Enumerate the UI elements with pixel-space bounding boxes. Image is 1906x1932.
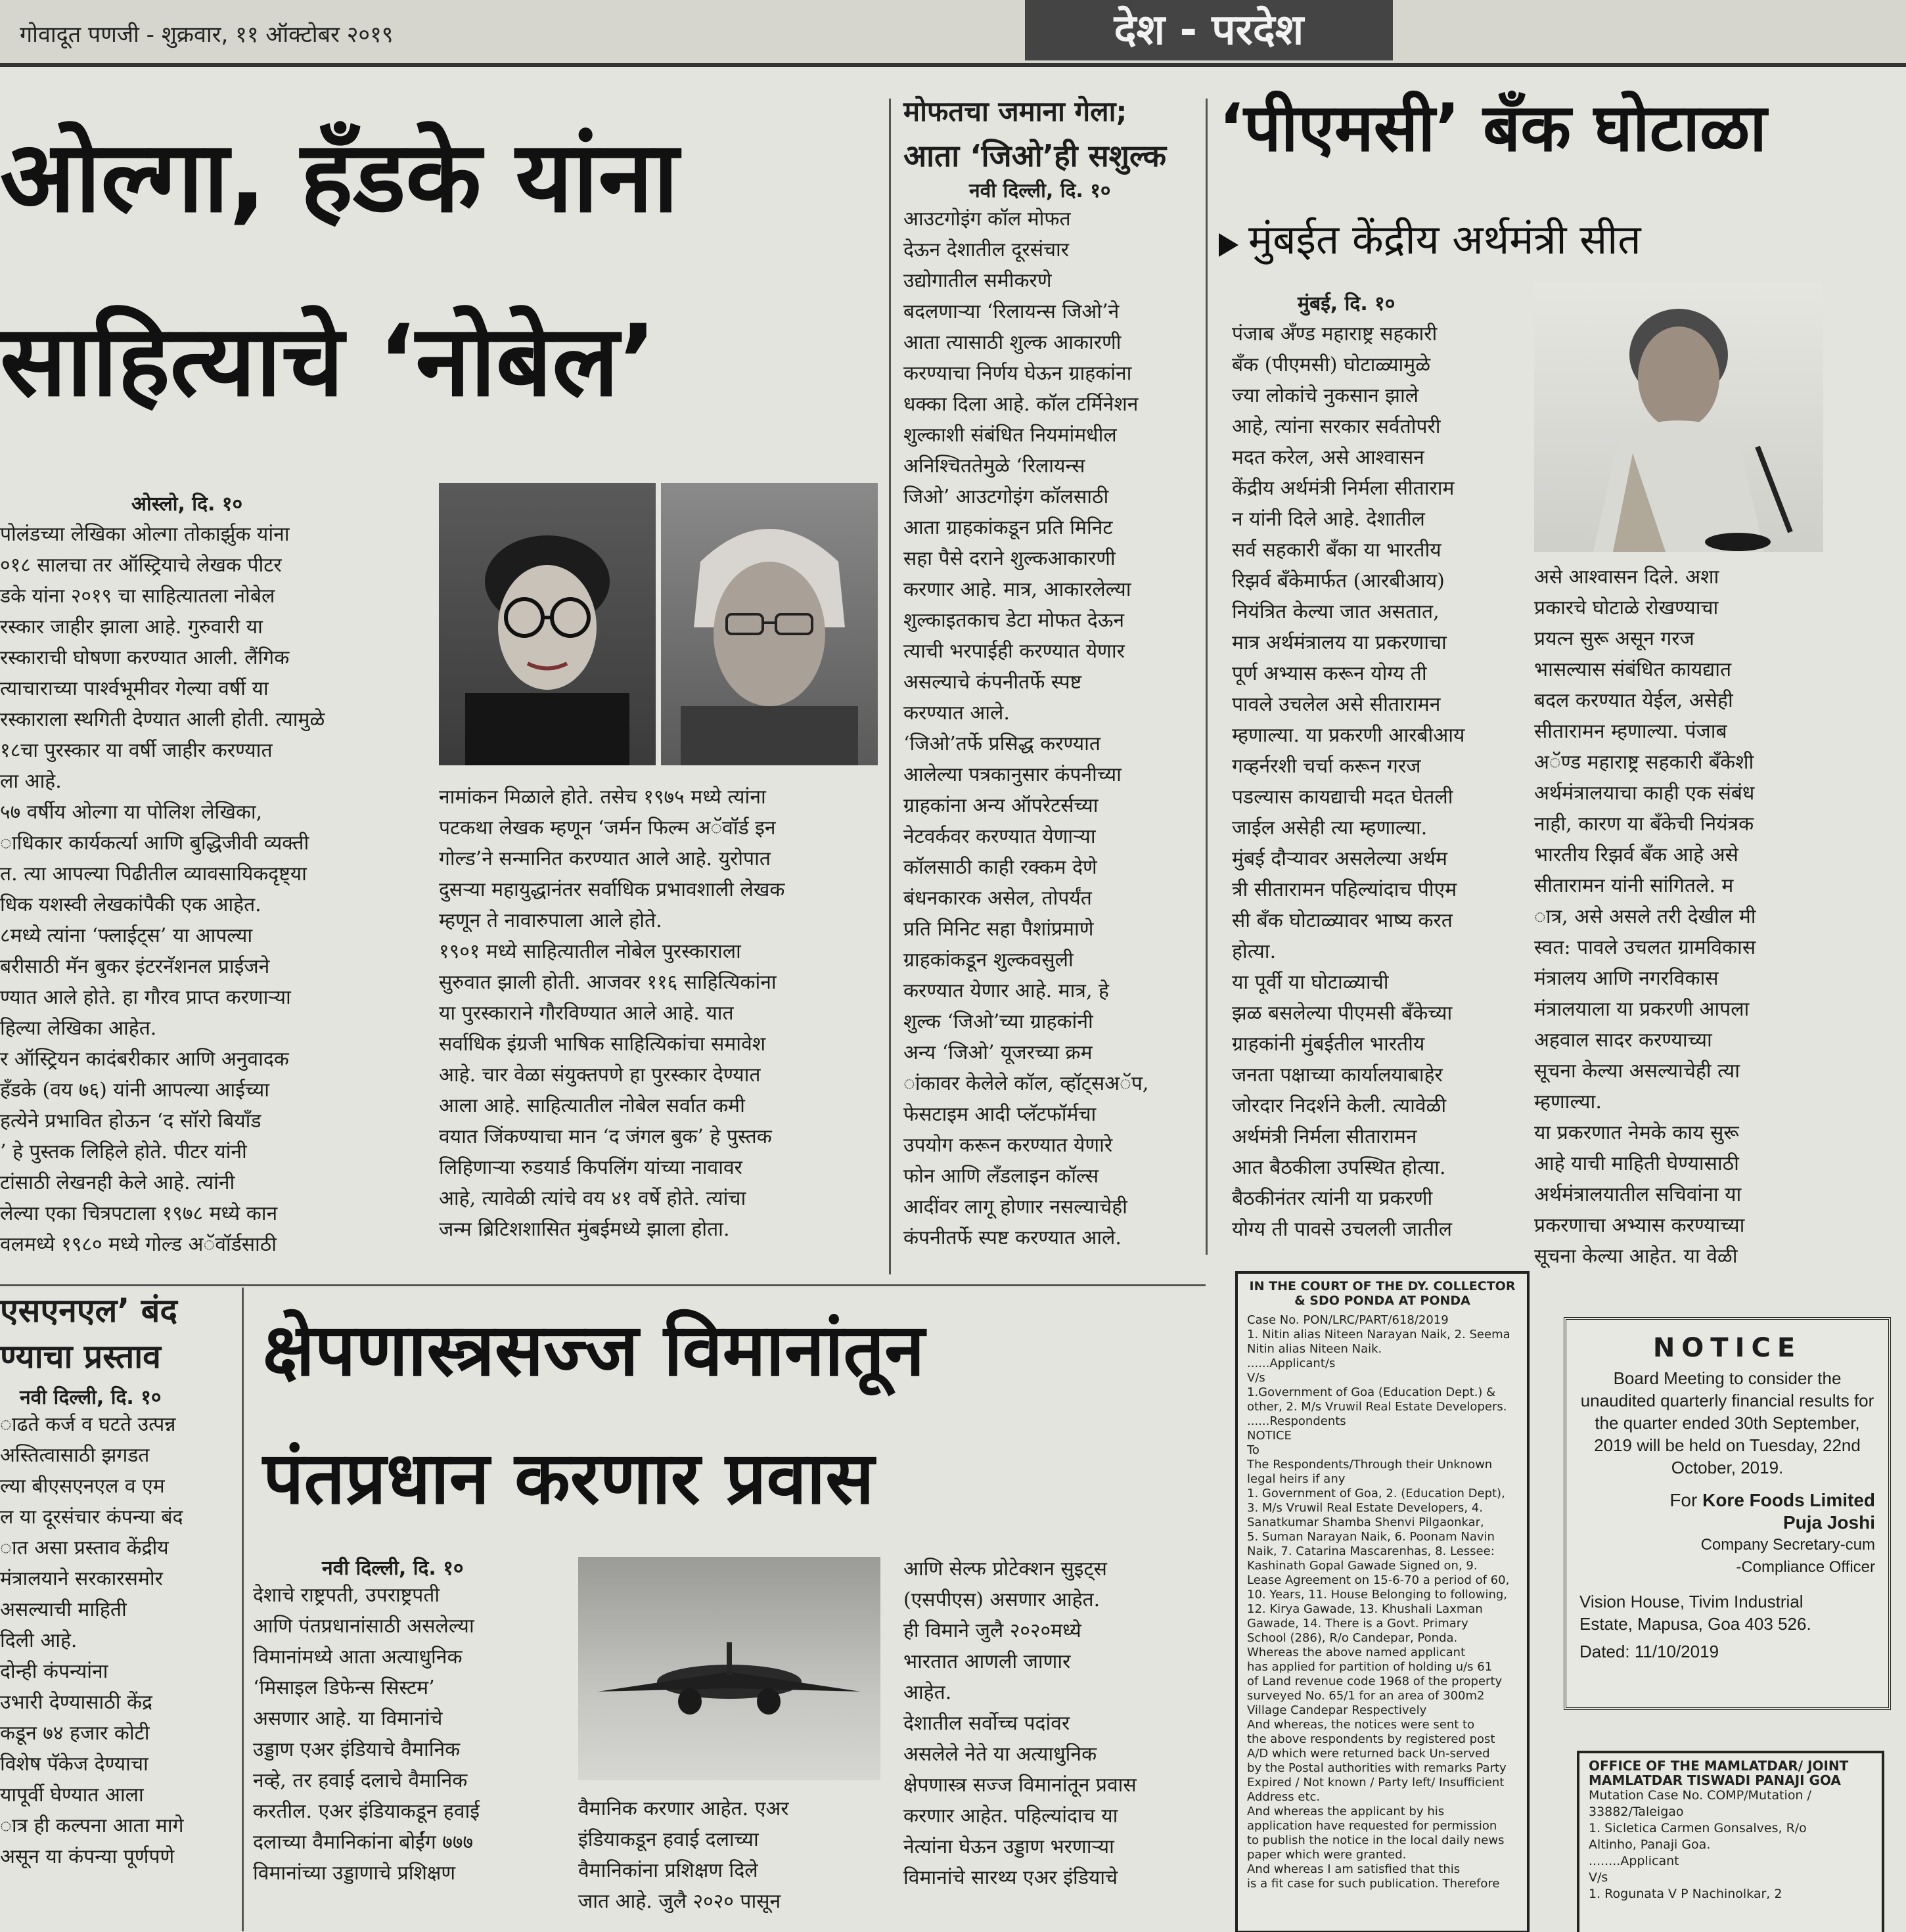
text-line: केंद्रीय अर्थमंत्री निर्मला सीताराम xyxy=(1232,477,1455,500)
section-title: देश - परदेश xyxy=(1025,0,1393,60)
legal-line: 1. Rogunata V P Nachinolkar, 2 xyxy=(1589,1887,1782,1901)
text-line: असून या कंपन्या पूर्णपणे xyxy=(0,1845,175,1868)
text-line: ात्र, असे असले तरी देखील मी xyxy=(1534,905,1756,928)
text-line: ल या दूरसंचार कंपन्या बंद xyxy=(0,1506,183,1529)
text-line: उड्डाण एअर इंडियाचे वैमानिक xyxy=(253,1738,461,1761)
text-line: ८मध्ये त्यांना ‘फ्लाईट्स’ या आपल्या xyxy=(0,924,253,947)
text-line: ही विमाने जुलै २०२०मध्ये xyxy=(903,1619,1081,1642)
legal-line: of Land revenue code 1968 of the property xyxy=(1247,1674,1503,1688)
bsnl-body xyxy=(0,1409,223,1872)
legal-line: ......Respondents xyxy=(1247,1414,1346,1428)
text-line: नामांकन मिळाले होते. तसेच १९७५ मध्ये त्यांना xyxy=(439,786,766,809)
legal-line: And whereas, the notices were sent to xyxy=(1247,1718,1475,1732)
text-line: ‘जिओ’तर्फे प्रसिद्ध करण्यात xyxy=(903,732,1101,755)
text-line: अॅण्ड महाराष्ट्र सहकारी बँकेशी xyxy=(1534,751,1754,774)
text-line: सहा पैसे दराने शुल्कआकारणी xyxy=(903,547,1116,570)
plane-dateline: नवी दिल्ली, दि. १० xyxy=(322,1557,464,1580)
text-line: सूचना केल्या असल्याचेही त्या xyxy=(1534,1060,1740,1083)
text-line: म्हणून ते नावारुपाला आले होते. xyxy=(439,909,662,932)
text-line: हत्येने प्रभावित होऊन ‘द सॉरो बियाँड xyxy=(0,1110,261,1133)
notice-company-line xyxy=(1566,1483,1888,1512)
text-line: त्याचाराच्या पार्श्वभूमीवर गेल्या वर्षी या xyxy=(0,677,269,700)
text-line: आहेत. xyxy=(903,1681,952,1704)
legal-line: Whereas the above named applicant xyxy=(1247,1646,1466,1659)
text-line: करण्याचा निर्णय घेऊन ग्राहकांना xyxy=(903,362,1132,385)
notice-title: NOTICE xyxy=(1652,1333,1802,1363)
text-line: र ऑस्ट्रियन कादंबरीकार आणि अनुवादक xyxy=(0,1048,289,1071)
text-line: प्रकरणाचा अभ्यास करण्याच्या xyxy=(1534,1214,1745,1237)
text-line: मुंबई दौऱ्यावर असलेल्या अर्थम xyxy=(1232,847,1447,870)
text-line: गोल्ड’ने सन्मानित करण्यात आले आहे. युरोपात xyxy=(439,847,771,870)
legal-line: 1. Government of Goa, 2. (Education Dept), xyxy=(1247,1487,1505,1500)
text-line: ०१८ सालचा तर ऑस्ट्रियाचे लेखक पीटर xyxy=(0,554,282,577)
text-line: या प्रकरणात नेमके काय सुरू xyxy=(1534,1121,1739,1144)
text-line: मंत्रालयाला या प्रकरणी आपला xyxy=(1534,998,1750,1021)
text-line: सी बँक घोटाळ्यावर भाष्य करत xyxy=(1232,909,1453,932)
text-line: आत बैठकीला उपस्थित होत्या. xyxy=(1232,1156,1446,1179)
text-line: म्हणाल्या. xyxy=(1534,1090,1602,1113)
notice-address-line2: Estate, Mapusa, Goa 403 526. xyxy=(1579,1614,1811,1634)
legal-line: surveyed No. 65/1 for an area of 300m2 xyxy=(1247,1689,1485,1703)
legal-line: 12. Kirya Gawade, 13. Khushali Laxman xyxy=(1247,1602,1483,1616)
text-line: करण्यात येणार आहे. मात्र, हे xyxy=(903,979,1109,1002)
text-line: वैमानिक करणार आहेत. एअर xyxy=(578,1797,789,1820)
text-line: बदल करण्यात येईल, असेही xyxy=(1534,689,1733,712)
plane-column-1 xyxy=(253,1580,555,1889)
legal-line: 10. Years, 11. House Belonging to following, xyxy=(1247,1588,1508,1602)
notice-designation-line2: -Compliance Officer xyxy=(1736,1558,1875,1576)
text-line: भारतात आणली जाणार xyxy=(903,1650,1071,1673)
legal-line: And whereas I am satisfied that this xyxy=(1247,1862,1461,1876)
text-line: अर्थमंत्रालयातील सचिवांना या xyxy=(1534,1183,1742,1206)
text-line: झळ बसलेल्या पीएमसी बँकेच्या xyxy=(1232,1002,1453,1025)
text-line: (एसपीएस) असणार आहेत. xyxy=(903,1588,1100,1611)
text-line: उपयोग करून करण्यात येणारे xyxy=(903,1134,1113,1157)
text-line: अर्थमंत्रालयाचा काही एक संबंध xyxy=(1534,782,1755,805)
text-line: ांकावर केलेले कॉल, व्हॉट्सअॅप, xyxy=(903,1072,1149,1095)
text-line: दलाच्या वैमानिकांना बोईंग ७७७ xyxy=(253,1831,474,1854)
text-line: उद्योगातील समीकरणे xyxy=(903,269,1052,292)
text-line: आहे, त्यांना सरकार सर्वतोपरी xyxy=(1232,415,1441,438)
text-line: ’ हे पुस्तक लिहिले होते. पीटर यांनी xyxy=(0,1140,247,1163)
text-line: ज्या लोकांचे नुकसान झाले xyxy=(1232,384,1419,407)
legal-line: Address etc. xyxy=(1247,1790,1321,1804)
text-line: आउटगोइंग कॉल मोफत xyxy=(903,208,1071,231)
text-line: आहे, त्यावेळी त्यांचे वय ४१ वर्षे होते. त्यांचा xyxy=(439,1187,746,1210)
text-line: विमानांच्या उड्डाणाचे प्रशिक्षण xyxy=(253,1862,456,1885)
text-line: नेत्यांना घेऊन उड्डाण भरणाऱ्या xyxy=(903,1835,1114,1858)
legal-line: ........Applicant xyxy=(1589,1854,1679,1868)
text-line: ण्यात आले होते. हा गौरव प्राप्त करणाऱ्या xyxy=(0,986,291,1009)
bsnl-headline-line2: ण्याचा प्रस्ताव xyxy=(0,1337,161,1376)
legal-line: ......Applicant/s xyxy=(1247,1357,1336,1370)
text-line: कडून ७४ हजार कोटी xyxy=(0,1722,150,1745)
text-line: ाढते कर्ज व घटते उत्पन्न xyxy=(0,1413,176,1436)
text-line: जनता पक्षाच्या कार्यालयाबाहेर xyxy=(1232,1064,1443,1087)
text-line: आहे याची माहिती घेण्यासाठी xyxy=(1534,1152,1739,1175)
text-line: आहे. चार वेळा संयुक्तपणे हा पुरस्कार देण्यात xyxy=(439,1064,761,1087)
legal-line: to publish the notice in the local daily news xyxy=(1247,1833,1505,1847)
text-line: असल्याचे कंपनीतर्फे स्पष्ट xyxy=(903,671,1082,694)
text-line: त्याची भरपाईही करण्यात येणार xyxy=(903,640,1125,663)
text-line: रस्काराला स्थगिती देण्यात आली होती. त्यामुळे xyxy=(0,708,325,731)
legal-line: 1. Nitin alias Niteen Narayan Naik, 2. Seema xyxy=(1247,1328,1510,1341)
text-line: इंडियाकडून हवाई दलाच्या xyxy=(578,1828,759,1851)
pmc-column-2 xyxy=(1534,562,1823,1272)
text-line: पोलंडच्या लेखिका ओल्गा तोकार्झुक यांना xyxy=(0,523,290,546)
text-line: आलेल्या पत्रकानुसार कंपनीच्या xyxy=(903,763,1122,786)
legal-line: Kashinath Gopal Gawade Signed on, 9. xyxy=(1247,1559,1478,1573)
text-line: १९०१ मध्ये साहित्यातील नोबेल पुरस्काराला xyxy=(439,940,741,963)
text-line: दिली आहे. xyxy=(0,1629,78,1652)
text-line: विशेष पॅकेज देण्याचा xyxy=(0,1753,148,1776)
bsnl-dateline: नवी दिल्ली, दि. १० xyxy=(20,1386,162,1409)
legal-line: 1. Sicletica Carmen Gonsalves, R/o xyxy=(1589,1821,1807,1835)
text-line: त्री सीतारामन पहिल्यांदाच पीएम xyxy=(1232,878,1457,901)
text-line: बँक (पीएमसी) घोटाळ्यामुळे xyxy=(1232,353,1431,376)
text-line: ‘मिसाइल डिफेन्स सिस्टम’ xyxy=(253,1676,435,1699)
text-line: ला आहे. xyxy=(0,770,62,793)
text-line: देऊन देशातील दूरसंचार xyxy=(903,238,1070,261)
pmc-subhead: मुंबईत केंद्रीय अर्थमंत्री सीत xyxy=(1248,215,1641,263)
text-line: आता त्यासाठी शुल्क आकारणी xyxy=(903,331,1122,354)
text-line: सूचना केल्या आहेत. या वेळी xyxy=(1534,1245,1738,1268)
text-line: वयात जिंकण्याचा मान ‘द जंगल बुक’ हे पुस्तक xyxy=(439,1125,772,1148)
text-line: आता ग्राहकांकडून प्रति मिनिट xyxy=(903,516,1113,539)
court-notice-title-line2: & SDO PONDA AT PONDA xyxy=(1294,1293,1470,1308)
text-line: गव्हर्नरशी चर्चा करून गरज xyxy=(1232,755,1421,778)
legal-line: legal heirs if any xyxy=(1247,1472,1346,1486)
text-line: सीतारामन यांनी सांगितले. म xyxy=(1534,874,1734,897)
legal-line: the above respondents by registered post xyxy=(1247,1732,1495,1746)
text-line: सर्व सहकारी बँका या भारतीय xyxy=(1232,539,1441,562)
text-line: करण्यात आले. xyxy=(903,702,1010,725)
text-line: नव्हे, तर हवाई दलाचे वैमानिक xyxy=(253,1769,468,1792)
text-line: सर्वाधिक इंग्रजी भाषिक साहित्यिकांचा समावेश xyxy=(439,1033,766,1056)
text-line: १८चा पुरस्कार या वर्षी जाहीर करण्यात xyxy=(0,739,273,762)
text-line: देशाचे राष्ट्रपती, उपराष्ट्रपती xyxy=(253,1584,440,1607)
text-line: करणार आहेत. पहिल्यांदाच या xyxy=(903,1805,1118,1828)
pmc-headline: ‘पीएमसी’ बँक घोटाळा xyxy=(1219,89,1767,166)
nobel-headline-line1: ओल्गा, हँडके यांना xyxy=(0,120,679,235)
notice-dated: Dated: 11/10/2019 xyxy=(1579,1642,1719,1661)
peter-handke-photo xyxy=(661,483,878,765)
text-line: धिक यशस्वी लेखकांपैकी एक आहेत. xyxy=(0,893,261,916)
notice-for-prefix: For xyxy=(1669,1490,1703,1510)
legal-line: NOTICE xyxy=(1247,1429,1292,1443)
text-line: देशातील सर्वोच्च पदांवर xyxy=(903,1712,1070,1735)
notice-company: Kore Foods Limited xyxy=(1702,1490,1875,1510)
text-line: हिल्या लेखिका आहेत. xyxy=(0,1017,157,1040)
text-line: त. त्या आपल्या पिढीतील व्यावसायिकदृष्ट्या xyxy=(0,863,307,886)
legal-line: Expired / Not known / Party left/ Insufficient xyxy=(1247,1776,1505,1789)
text-line: बरीसाठी मॅन बुकर इंटरनॅशनल प्राईजने xyxy=(0,955,270,978)
text-line: या पूर्वी या घोटाळ्याची xyxy=(1232,971,1389,994)
text-line: असणार आहे. या विमानांचे xyxy=(253,1707,443,1730)
masthead-dateline: गोवादूत पणजी - शुक्रवार, ११ ऑक्टोबर २०१९ xyxy=(20,22,394,48)
text-line: दोन्ही कंपन्यांना xyxy=(0,1660,108,1683)
text-line: योग्य ती पावसे उचलली जातील xyxy=(1232,1218,1452,1241)
column-rule xyxy=(889,99,891,1274)
legal-line: Altinho, Panaji Goa. xyxy=(1589,1837,1711,1852)
notice-body: Board Meeting to consider the unaudited quarterly financial results for the quarter ended 30th September, 2019 will be held on Tuesday, 22nd October, 2019. xyxy=(1580,1368,1874,1477)
legal-line: has applied for partition of holding u/s 61 xyxy=(1247,1660,1493,1674)
jio-dateline: नवी दिल्ली, दि. १० xyxy=(969,179,1111,202)
text-line: शुल्काइतकाच डेटा मोफत देऊन xyxy=(903,609,1125,632)
text-line: जात आहे. जुलै २०२० पासून xyxy=(578,1890,781,1913)
mamlatdar-body xyxy=(1579,1787,1882,1902)
text-line: ाधिकार कार्यकर्त्या आणि बुद्धिजीवी व्यक्ती xyxy=(0,832,309,855)
legal-line: To xyxy=(1247,1443,1259,1457)
section-rule xyxy=(0,1284,1206,1286)
triangle-bullet-icon xyxy=(1219,233,1238,257)
text-line: फेसटाइम आदी प्लॅटफॉर्मचा xyxy=(903,1103,1097,1126)
text-line: रस्कार जाहीर झाला आहे. गुरुवारी या xyxy=(0,616,263,639)
text-line: विमानांचे सारथ्य एअर इंडियाचे xyxy=(903,1866,1118,1889)
text-line: भारतीय रिझर्व बँक आहे असे xyxy=(1534,843,1738,866)
mamlatdar-title-line1: OFFICE OF THE MAMLATDAR/ JOINT xyxy=(1589,1758,1849,1774)
text-line: टांसाठी लेखनही केले आहे. त्यांनी xyxy=(0,1171,235,1194)
text-line: या पुरस्काराने गौरविण्यात आले आहे. यात xyxy=(439,1002,734,1025)
legal-line: Naik, 7. Catarina Mascarenhas, 8. Lessee: xyxy=(1247,1544,1495,1558)
text-line: असे आश्वासन दिले. अशा xyxy=(1534,566,1719,589)
text-line: जाईल असेही त्या म्हणाल्या. xyxy=(1232,817,1428,840)
legal-line: V/s xyxy=(1247,1371,1265,1385)
text-line: असल्याची माहिती xyxy=(0,1598,127,1621)
text-line: क्षेपणास्त्र सज्ज विमानांतून प्रवास xyxy=(903,1774,1137,1797)
text-line: पडल्यास कायद्याची मदत घेतली xyxy=(1232,786,1453,809)
text-line: कॉलसाठी काही रक्कम देणे xyxy=(903,856,1097,879)
legal-line: Village Candepar Respectively xyxy=(1247,1703,1427,1717)
text-line: रस्काराची घोषणा करण्यात आली. लैंगिक xyxy=(0,646,290,669)
text-line: भासल्यास संबंधित कायद्यात xyxy=(1534,658,1732,681)
text-line: ग्राहकांना अन्य ऑपरेटर्सच्या xyxy=(903,794,1099,817)
court-notice xyxy=(1235,1271,1530,1932)
text-line: डके यांना २०१९ चा साहित्यातला नोबेल xyxy=(0,585,275,608)
text-line: ग्राहकांनी मुंबईतील भारतीय xyxy=(1232,1033,1425,1056)
legal-line: 3. M/s Vruwil Real Estate Developers, 4. xyxy=(1247,1501,1483,1515)
text-line: जन्म ब्रिटिशशासित मुंबईमध्ये झाला होता. xyxy=(439,1218,730,1241)
plane-headline-line2: पंतप्रधान करणार प्रवास xyxy=(263,1436,874,1520)
text-line: दुसऱ्या महायुद्धानंतर सर्वाधिक प्रभावशाली लेखक xyxy=(439,878,785,901)
text-line: अनिश्चिततेमुळे ‘रिलायन्स xyxy=(903,455,1085,478)
text-line: ल्या बीएसएनएल व एम xyxy=(0,1475,165,1498)
legal-line: V/s xyxy=(1589,1870,1608,1885)
text-line: आदींवर लागू होणार नसल्याचेही xyxy=(903,1196,1127,1219)
legal-line: 5. Suman Narayan Naik, 6. Poonam Navin xyxy=(1247,1530,1495,1544)
text-line: पंजाब अँण्ड महाराष्ट्र सहकारी xyxy=(1232,323,1438,346)
legal-line: paper which were granted. xyxy=(1247,1848,1407,1862)
text-line: पूर्ण अभ्यास करून योग्य ती xyxy=(1232,662,1427,685)
text-line: आला आहे. साहित्यातील नोबेल सर्वात कमी xyxy=(439,1094,745,1117)
text-line: करतील. एअर इंडियाकडून हवाई xyxy=(253,1800,480,1823)
text-line: धक्का दिला आहे. कॉल टर्मिनेशन xyxy=(903,393,1139,416)
text-line: प्रति मिनिट सहा पैशांप्रमाणे xyxy=(903,918,1094,941)
legal-line: Sanatkumar Shamba Shenvi Pilgaonkar, xyxy=(1247,1516,1484,1529)
text-line: नाही, कारण या बँकेची नियंत्रक xyxy=(1534,813,1754,836)
legal-line: Case No. PON/LRC/PART/618/2019 xyxy=(1247,1313,1449,1327)
legal-line: other, 2. M/s Vruwil Real Estate Developers. xyxy=(1247,1400,1507,1414)
airplane-photo xyxy=(578,1557,880,1780)
court-notice-title-line1: IN THE COURT OF THE DY. COLLECTOR xyxy=(1249,1279,1516,1293)
text-line: न यांनी दिले आहे. देशातील xyxy=(1232,508,1425,531)
jio-headline-line2: आता ‘जिओ’ही सशुल्क xyxy=(903,138,1167,173)
text-line: ात असा प्रस्ताव केंद्रीय xyxy=(0,1537,169,1560)
text-line: करणार आहे. मात्र, आकारलेल्या xyxy=(903,578,1131,601)
legal-line: And whereas the applicant by his xyxy=(1247,1805,1445,1818)
plane-headline-line1: क्षेपणास्त्रसज्ज विमानांतून xyxy=(263,1308,925,1392)
text-line: मंत्रालय आणि नगरविकास xyxy=(1534,967,1719,990)
column-rule xyxy=(1206,99,1208,1255)
text-line: वलमध्ये १९८० मध्ये गोल्ड अॅवॉर्डसाठी xyxy=(0,1233,277,1256)
text-line: यापूर्वी घेण्यात आला xyxy=(0,1784,144,1807)
pmc-dateline: मुंबई, दि. १० xyxy=(1298,292,1395,315)
notice-signatory: Puja Joshi xyxy=(1782,1512,1875,1533)
text-line: फोन आणि लँडलाइन कॉल्स xyxy=(903,1165,1099,1188)
olga-tokarczuk-photo xyxy=(439,483,656,765)
legal-line: Mutation Case No. COMP/Mutation / xyxy=(1589,1788,1811,1803)
nirmala-sitharaman-photo xyxy=(1534,282,1823,552)
column-rule xyxy=(242,1288,244,1931)
text-line: प्रयत्न सुरू असून गरज xyxy=(1534,627,1694,650)
text-line: असलेले नेते या अत्याधुनिक xyxy=(903,1743,1097,1766)
legal-line: School (286), R/o Candepar, Ponda. xyxy=(1247,1631,1458,1645)
text-line: होत्या. xyxy=(1232,940,1277,963)
text-line: अहवाल सादर करण्याच्या xyxy=(1534,1029,1712,1052)
text-line: विमानांमध्ये आता अत्याधुनिक xyxy=(253,1646,463,1669)
text-line: ात्र ही कल्पना आता मागे xyxy=(0,1814,184,1837)
legal-line: 33882/Taleigao xyxy=(1589,1805,1684,1819)
text-line: जिओ’ आउटगोइंग कॉलसाठी xyxy=(903,485,1109,508)
pmc-column-1 xyxy=(1232,319,1508,1245)
court-notice-body xyxy=(1238,1313,1527,1891)
text-line: जोरदार निदर्शने केली. त्यावेळी xyxy=(1232,1094,1447,1117)
plane-column-2 xyxy=(578,1793,880,1917)
text-line: शुल्क ‘जिओ’च्या ग्राहकांनी xyxy=(903,1010,1093,1033)
legal-line: The Respondents/Through their Unknown xyxy=(1247,1458,1493,1471)
legal-line: by the Postal authorities with remarks Party xyxy=(1247,1761,1507,1775)
text-line: बैठकीनंतर त्यांनी या प्रकरणी xyxy=(1232,1187,1433,1210)
text-line: ग्राहकांकडून शुल्कवसुली xyxy=(903,949,1074,972)
text-line: आणि पंतप्रधानांसाठी असलेल्या xyxy=(253,1615,474,1638)
text-line: स्वत: पावले उचलत ग्रामविकास xyxy=(1534,936,1756,959)
text-line: कंपनीतर्फे स्पष्ट करण्यात आले. xyxy=(903,1226,1122,1249)
legal-line: 1.Government of Goa (Education Dept.) & xyxy=(1247,1385,1496,1399)
text-line: लेल्या एका चित्रपटाला १९७८ मध्ये कान xyxy=(0,1202,278,1225)
nobel-dateline: ओस्लो, दि. १० xyxy=(131,493,243,516)
text-line: लिहिणाऱ्या रुडयार्ड किपलिंग यांच्या नावावर xyxy=(439,1156,742,1179)
text-line: सीतारामन म्हणाल्या. पंजाब xyxy=(1534,720,1727,743)
text-line: बदलणाऱ्या ‘रिलायन्स जिओ’ने xyxy=(903,300,1120,323)
text-line: मदत करेल, असे आश्वासन xyxy=(1232,446,1424,469)
text-line: वैमानिकांना प्रशिक्षण दिले xyxy=(578,1859,758,1882)
jio-body xyxy=(903,204,1179,1253)
text-line: मात्र अर्थमंत्रालय या प्रकरणाचा xyxy=(1232,631,1447,654)
mamlatdar-title-line2: MAMLATDAR TISWADI PANAJI GOA xyxy=(1589,1772,1841,1788)
board-meeting-notice xyxy=(1564,1317,1891,1710)
text-line: सुरुवात झाली होती. आजवर ११६ साहित्यिकांना xyxy=(439,971,777,994)
nobel-column-2 xyxy=(439,782,878,1245)
text-line: उभारी देण्यासाठी केंद्र xyxy=(0,1691,152,1714)
legal-line: is a fit case for such publication. Therefore xyxy=(1247,1877,1500,1891)
nobel-column-1 xyxy=(0,519,394,1260)
text-line: बंधनकारक असेल, तोपर्यंत xyxy=(903,887,1092,910)
jio-headline-line1: मोफतचा जमाना गेला; xyxy=(903,95,1127,127)
text-line: प्रकारचे घोटाळे रोखण्याचा xyxy=(1534,596,1719,619)
text-line: रिझर्व बँकेमार्फत (आरबीआय) xyxy=(1232,570,1445,593)
text-line: म्हणाल्या. या प्रकरणी आरबीआय xyxy=(1232,724,1465,747)
text-line: अस्तित्वासाठी झगडत xyxy=(0,1444,150,1467)
mamlatdar-notice xyxy=(1577,1751,1884,1932)
nobel-headline-line2: साहित्याचे ‘नोबेल’ xyxy=(0,304,656,418)
notice-designation-line1: Company Secretary-cum xyxy=(1700,1536,1875,1554)
text-line: हँडके (वय ७६) यांनी आपल्या आईच्या xyxy=(0,1079,269,1102)
masthead xyxy=(0,0,1906,67)
legal-line: Gawade, 14. There is a Govt. Primary xyxy=(1247,1617,1468,1630)
text-line: अर्थमंत्री निर्मला सीतारामन xyxy=(1232,1125,1417,1148)
text-line: पावले उचलेल असे सीतारामन xyxy=(1232,693,1441,716)
text-line: शुल्काशी संबंधित नियमांमधील xyxy=(903,424,1117,447)
bsnl-headline-line1: एसएनएल’ बंद xyxy=(0,1292,177,1330)
text-line: मंत्रालयाने सरकारसमोर xyxy=(0,1567,163,1590)
notice-address-line1: Vision House, Tivim Industrial xyxy=(1579,1592,1804,1611)
plane-column-3 xyxy=(903,1554,1192,1893)
legal-line: application have requested for permission xyxy=(1247,1819,1497,1833)
text-line: आणि सेल्फ प्रोटेक्शन सुइट्स xyxy=(903,1558,1107,1581)
text-line: अन्य ‘जिओ’ यूजरच्या क्रम xyxy=(903,1041,1093,1064)
legal-line: Lease Agreement on 15-6-70 a period of 60, xyxy=(1247,1573,1510,1587)
legal-line: Nitin alias Niteen Naik. xyxy=(1247,1342,1382,1356)
legal-line: A/D which were returned back Un-served xyxy=(1247,1747,1490,1761)
text-line: नेटवर्कवर करण्यात येणाऱ्या xyxy=(903,825,1096,848)
text-line: ५७ वर्षीय ओल्गा या पोलिश लेखिका, xyxy=(0,801,263,824)
text-line: नियंत्रित केल्या जात असतात, xyxy=(1232,600,1440,623)
text-line: पटकथा लेखक म्हणून ‘जर्मन फिल्म अॅवॉर्ड इन xyxy=(439,817,776,840)
